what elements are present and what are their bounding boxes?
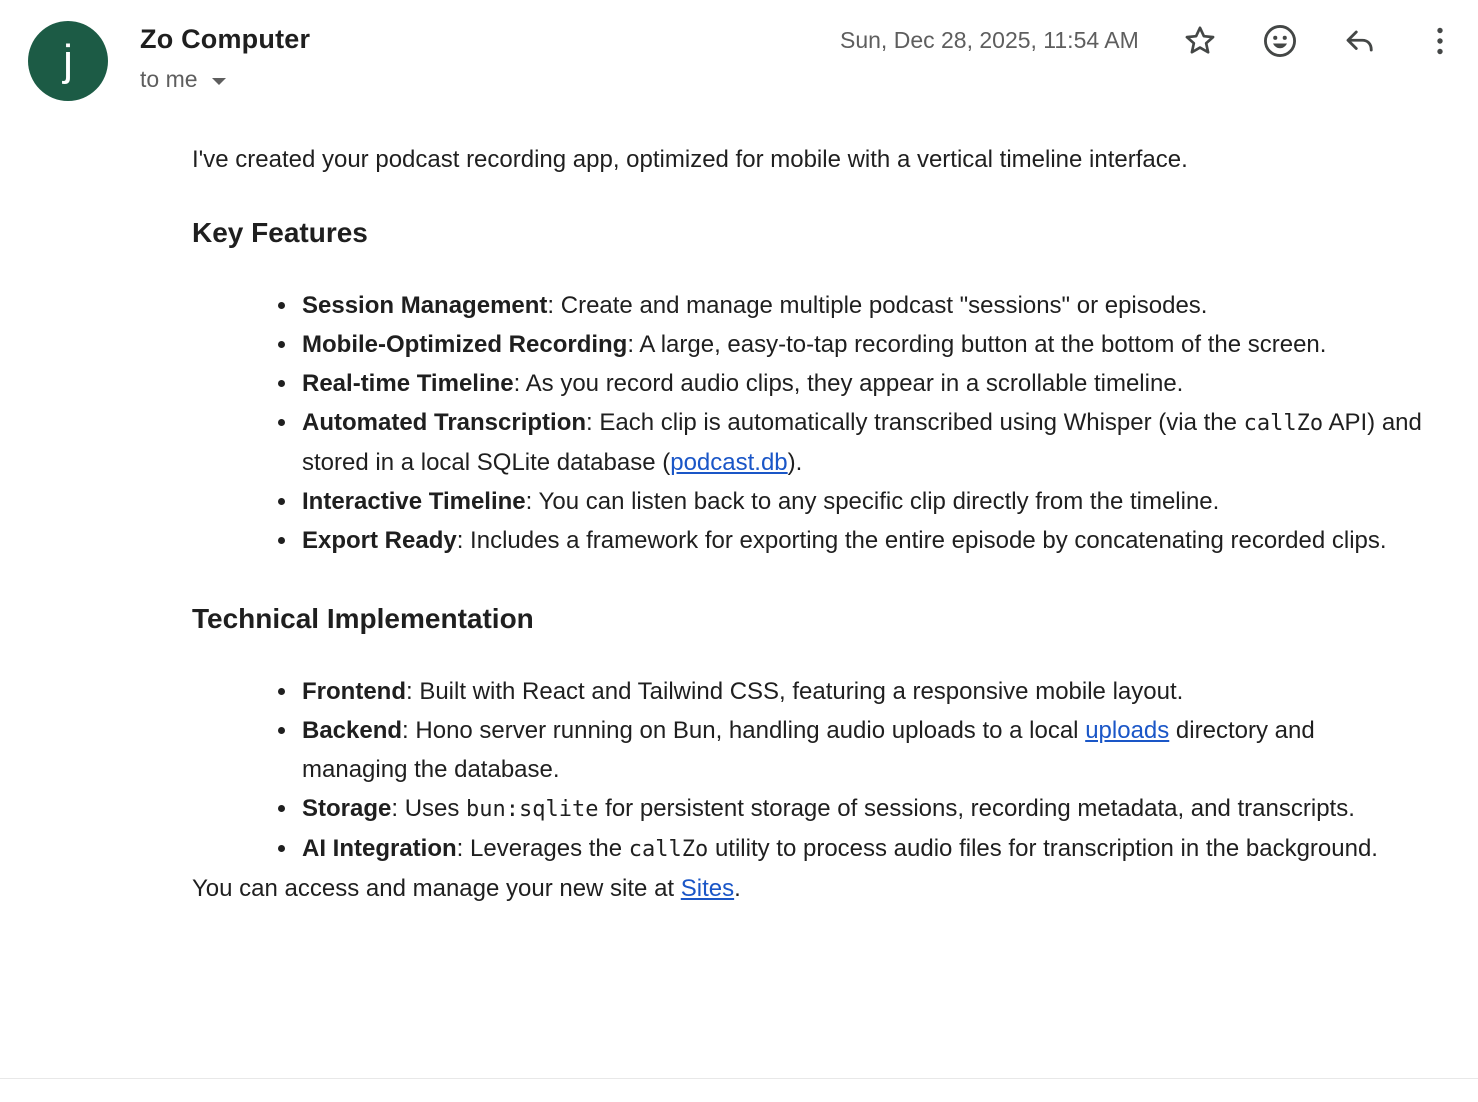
star-icon xyxy=(1182,23,1218,59)
item-text: directory and managing the database. xyxy=(302,717,1315,783)
list-item xyxy=(302,829,1422,869)
list-item xyxy=(302,286,1422,325)
emoji-reaction-icon xyxy=(1261,22,1299,60)
reply-icon xyxy=(1342,23,1378,59)
item-text: for persistent storage of sessions, recording metadata, and transcripts. xyxy=(598,795,1355,822)
item-title: Storage xyxy=(302,795,392,822)
item-text: : Leverages the xyxy=(456,835,629,862)
list-item xyxy=(302,364,1422,403)
outro-text: You can access and manage your new site at xyxy=(192,875,681,902)
item-title: Export Ready xyxy=(302,527,457,554)
item-text: ). xyxy=(787,449,803,476)
podcast-db-link[interactable]: podcast.db xyxy=(670,449,788,476)
item-text: : Includes a framework for exporting the entire episode by concatenating recorded clips. xyxy=(456,527,1387,554)
sites-link[interactable]: Sites xyxy=(680,875,735,902)
key-features-list xyxy=(192,286,1422,560)
item-title: Automated Transcription xyxy=(302,409,587,436)
list-item xyxy=(302,672,1422,711)
list-item xyxy=(302,521,1422,560)
more-vertical-icon xyxy=(1422,23,1458,59)
list-item xyxy=(302,482,1422,521)
list-item xyxy=(302,711,1422,789)
inline-code: callZo xyxy=(628,837,709,862)
divider xyxy=(0,1078,1478,1079)
technical-heading: Technical Implementation xyxy=(192,603,534,634)
intro-paragraph: I've created your podcast recording app, optimized for mobile with a vertical timeline interface. xyxy=(192,146,1188,173)
item-text: : Create and manage multiple podcast "sessions" or episodes. xyxy=(547,292,1208,319)
item-text: : Each clip is automatically transcribed using Whisper (via the xyxy=(586,409,1244,436)
sender-avatar[interactable] xyxy=(28,21,108,101)
caret-down-icon xyxy=(212,78,226,85)
recipient-details-toggle[interactable] xyxy=(140,66,226,93)
recipient-label: to me xyxy=(140,66,198,92)
reply-button[interactable] xyxy=(1339,20,1381,62)
email-header xyxy=(0,0,1478,120)
item-text: : Uses xyxy=(391,795,467,822)
item-title: Interactive Timeline xyxy=(302,488,526,515)
uploads-link[interactable]: uploads xyxy=(1085,717,1170,744)
item-title: AI Integration xyxy=(302,835,457,862)
item-text: : Built with React and Tailwind CSS, featuring a responsive mobile layout. xyxy=(405,678,1184,705)
item-text: : Hono server running on Bun, handling audio uploads to a local xyxy=(402,717,1086,744)
item-title: Mobile-Optimized Recording xyxy=(302,331,628,358)
inline-code: callZo xyxy=(1243,411,1324,436)
item-title: Real-time Timeline xyxy=(302,370,514,397)
sender-name[interactable]: Zo Computer xyxy=(140,24,311,54)
star-button[interactable] xyxy=(1179,20,1221,62)
outro-paragraph xyxy=(192,869,1422,908)
outro-end: . xyxy=(734,875,741,902)
item-title: Backend xyxy=(302,717,403,744)
email-body xyxy=(192,140,1422,908)
item-title: Session Management xyxy=(302,292,548,319)
item-title: Frontend xyxy=(302,678,406,705)
avatar-letter: j xyxy=(63,36,73,85)
item-text: API) and stored in a local SQLite database ( xyxy=(302,409,1422,476)
email-date: Sun, Dec 28, 2025, 11:54 AM xyxy=(840,27,1139,53)
emoji-reaction-button[interactable] xyxy=(1259,20,1301,62)
inline-code: bun:sqlite xyxy=(466,797,599,822)
list-item xyxy=(302,325,1422,364)
list-item xyxy=(302,403,1422,482)
item-text: : As you record audio clips, they appear in a scrollable timeline. xyxy=(513,370,1184,397)
item-text: : A large, easy-to-tap recording button at the bottom of the screen. xyxy=(627,331,1327,358)
more-options-button[interactable] xyxy=(1419,20,1461,62)
technical-list xyxy=(192,672,1422,869)
list-item xyxy=(302,789,1422,829)
key-features-heading: Key Features xyxy=(192,217,368,248)
item-text: utility to process audio files for transcription in the background. xyxy=(708,835,1378,862)
item-text: : You can listen back to any specific clip directly from the timeline. xyxy=(525,488,1220,515)
